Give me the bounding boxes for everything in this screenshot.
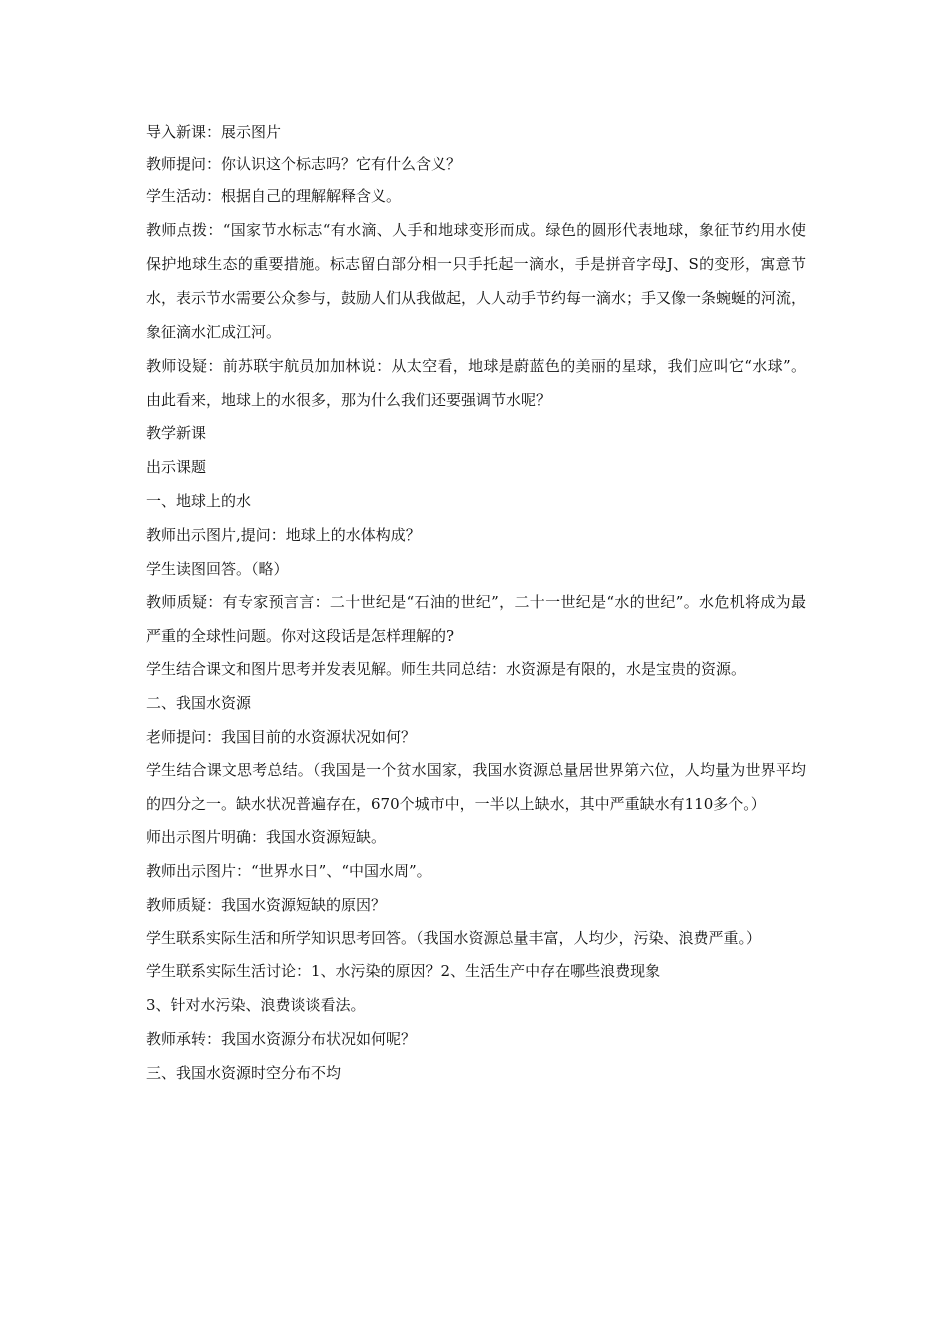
text-line: 三、我国水资源时空分布不均 xyxy=(146,1064,342,1082)
text-line: 教师出示图片,提问：地球上的水体构成？ xyxy=(146,526,421,544)
text-line: 二、我国水资源 xyxy=(146,694,252,712)
text-line: 学生活动：根据自己的理解解释含义。 xyxy=(146,187,402,205)
paragraph: 教师点拨：“国家节水标志“有水滴、人手和地球变形而成。绿色的圆形代表地球，象征节约用水使保护地球生态的重要措施。标志留白部分相一只手托起一滴水，手是拼音字母J、S的变形，寓意节水，表示节水需要公众参与，鼓励人们从我做起，人人动手节约每一滴水；手又像一条蜿蜒的河流，象征滴水汇成江河。 xyxy=(146,221,807,341)
text-line: 学生读图回答。（略） xyxy=(146,560,289,578)
text-line: 一、地球上的水 xyxy=(146,492,252,510)
text-line: 导入新课：展示图片 xyxy=(146,123,282,141)
text-line: 教师承转：我国水资源分布状况如何呢？ xyxy=(146,1030,417,1048)
text-line: 教师质疑：我国水资源短缺的原因？ xyxy=(146,896,387,914)
text-line: 教师出示图片：“世界水日”、“中国水周”。 xyxy=(146,862,432,880)
text-line: 教学新课 xyxy=(146,424,207,442)
paragraph: 教师质疑：有专家预言言：二十世纪是“石油的世纪”，二十一世纪是“水的世纪”。水危机将成为最严重的全球性问题。你对这段话是怎样理解的? xyxy=(146,593,806,645)
text-line: 学生联系实际生活讨论：1、水污染的原因？2、生活生产中存在哪些浪费现象 xyxy=(146,962,661,980)
text-line: 师出示图片明确：我国水资源短缺。 xyxy=(146,828,387,846)
text-line: 老师提问：我国目前的水资源状况如何？ xyxy=(146,728,417,746)
text-line: 教师提问：你认识这个标志吗？它有什么含义？ xyxy=(146,155,462,173)
document-body xyxy=(146,124,806,1082)
text-line: 出示课题 xyxy=(146,458,207,476)
paragraph: 学生联系实际生活和所学知识思考回答。（我国水资源总量丰富，人均少，污染、浪费严重。） xyxy=(146,929,762,947)
paragraph: 学生结合课文思考总结。（我国是一个贫水国家，我国水资源总量居世界第六位，人均量为世界平均的四分之一。缺水状况普遍存在，670个城市中，一半以上缺水，其中严重缺水有110多个。） xyxy=(146,761,806,813)
text-line: 3、针对水污染、浪费谈谈看法。 xyxy=(146,996,366,1014)
text-line: 学生结合课文和图片思考并发表见解。师生共同总结：水资源是有限的，水是宝贵的资源。 xyxy=(146,660,747,678)
paragraph: 教师设疑：前苏联宇航员加加林说：从太空看，地球是蔚蓝色的美丽的星球，我们应叫它“水球”。由此看来，地球上的水很多，那为什么我们还要强调节水呢？ xyxy=(146,357,806,409)
